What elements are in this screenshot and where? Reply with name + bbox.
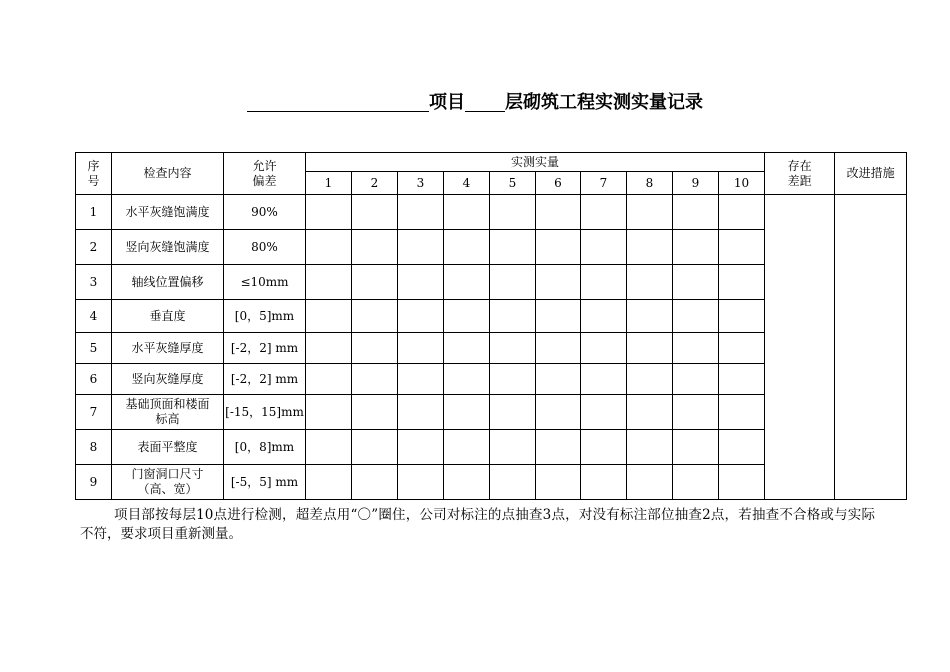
measure-cell — [490, 465, 536, 500]
check-item: 竖向灰缝饱满度 — [112, 230, 224, 265]
header-item: 检查内容 — [112, 153, 224, 195]
measure-cell — [444, 364, 490, 395]
row-number: 3 — [76, 265, 112, 300]
measure-col-header: 7 — [581, 172, 627, 195]
measure-cell — [581, 230, 627, 265]
measure-col-header: 10 — [719, 172, 765, 195]
measure-col-header: 8 — [627, 172, 673, 195]
check-item: 轴线位置偏移 — [112, 265, 224, 300]
measure-cell — [581, 430, 627, 465]
measure-cell — [352, 300, 398, 333]
measure-cell — [536, 333, 581, 364]
measure-cell — [444, 230, 490, 265]
measure-cell — [627, 195, 673, 230]
allowable-deviation: ≤10mm — [224, 265, 306, 300]
measure-cell — [673, 265, 719, 300]
measure-cell — [536, 395, 581, 430]
measure-cell — [444, 333, 490, 364]
measure-cell — [444, 195, 490, 230]
measure-cell — [673, 430, 719, 465]
allowable-deviation: [0，5]mm — [224, 300, 306, 333]
measure-cell — [398, 333, 444, 364]
document-title — [0, 88, 950, 114]
measure-col-header: 3 — [398, 172, 444, 195]
inspection-note: 项目部按每层10点进行检测，超差点用“〇”圈住，公司对标注的点抽查3点，对没有标注部位抽查2点，若抽查不合格或与实际不符，要求项目重新测量。 — [80, 507, 875, 542]
measure-cell — [536, 230, 581, 265]
measure-cell — [306, 465, 352, 500]
measure-cell — [719, 230, 765, 265]
measure-col-header: 5 — [490, 172, 536, 195]
measure-cell — [673, 333, 719, 364]
measure-cell — [490, 395, 536, 430]
measure-cell — [398, 395, 444, 430]
measurement-record-table — [75, 152, 907, 500]
improvement-cell — [835, 195, 907, 500]
measure-cell — [673, 195, 719, 230]
measure-cell — [719, 395, 765, 430]
measure-cell — [719, 465, 765, 500]
measure-cell — [581, 195, 627, 230]
allowable-deviation: [-2，2] mm — [224, 364, 306, 395]
measure-cell — [398, 430, 444, 465]
check-item: 竖向灰缝厚度 — [112, 364, 224, 395]
check-item: 基础顶面和楼面标高 — [112, 395, 224, 430]
measure-cell — [719, 195, 765, 230]
measure-cell — [398, 195, 444, 230]
allowable-deviation: [-2，2] mm — [224, 333, 306, 364]
check-item: 表面平整度 — [112, 430, 224, 465]
measure-cell — [490, 300, 536, 333]
title-project-word: 项目 — [429, 92, 465, 113]
measure-cell — [398, 364, 444, 395]
measure-cell — [719, 300, 765, 333]
measure-cell — [627, 300, 673, 333]
measure-cell — [673, 395, 719, 430]
measure-col-header: 2 — [352, 172, 398, 195]
header-gap: 存在差距 — [765, 153, 835, 195]
measure-cell — [581, 300, 627, 333]
row-number: 4 — [76, 300, 112, 333]
measure-cell — [398, 465, 444, 500]
measure-cell — [673, 300, 719, 333]
row-number: 7 — [76, 395, 112, 430]
measure-cell — [352, 265, 398, 300]
row-number: 8 — [76, 430, 112, 465]
measure-cell — [719, 265, 765, 300]
measure-cell — [627, 465, 673, 500]
measure-cell — [719, 333, 765, 364]
measure-cell — [490, 265, 536, 300]
measure-cell — [352, 230, 398, 265]
check-item: 水平灰缝厚度 — [112, 333, 224, 364]
measure-cell — [352, 195, 398, 230]
title-main: 层砌筑工程实测实量记录 — [505, 92, 703, 113]
header-measured: 实测实量 — [306, 153, 765, 172]
measure-cell — [627, 430, 673, 465]
measure-cell — [627, 364, 673, 395]
measure-cell — [581, 265, 627, 300]
measure-cell — [398, 230, 444, 265]
project-name-blank — [247, 93, 429, 112]
measure-cell — [536, 364, 581, 395]
measure-cell — [627, 265, 673, 300]
row-number: 6 — [76, 364, 112, 395]
measure-cell — [490, 364, 536, 395]
measure-col-header: 9 — [673, 172, 719, 195]
measure-col-header: 4 — [444, 172, 490, 195]
measure-col-header: 6 — [536, 172, 581, 195]
table-row — [76, 195, 907, 230]
measure-cell — [627, 230, 673, 265]
measure-cell — [352, 333, 398, 364]
measure-cell — [490, 195, 536, 230]
allowable-deviation: [-15，15]mm — [224, 395, 306, 430]
measure-col-header: 1 — [306, 172, 352, 195]
check-item: 垂直度 — [112, 300, 224, 333]
measure-cell — [398, 300, 444, 333]
header-improvement: 改进措施 — [835, 153, 907, 195]
measure-cell — [444, 465, 490, 500]
header-allowable-deviation: 允许偏差 — [224, 153, 306, 195]
allowable-deviation: 90% — [224, 195, 306, 230]
measure-cell — [581, 364, 627, 395]
measure-cell — [306, 333, 352, 364]
allowable-deviation: [-5，5] mm — [224, 465, 306, 500]
gap-cell — [765, 195, 835, 500]
measure-cell — [490, 430, 536, 465]
measure-cell — [398, 265, 444, 300]
row-number: 5 — [76, 333, 112, 364]
row-number: 9 — [76, 465, 112, 500]
measure-cell — [581, 395, 627, 430]
measure-cell — [536, 465, 581, 500]
measure-cell — [444, 265, 490, 300]
measure-cell — [536, 195, 581, 230]
measure-cell — [627, 333, 673, 364]
row-number: 1 — [76, 195, 112, 230]
measure-cell — [536, 300, 581, 333]
measure-cell — [352, 430, 398, 465]
measure-cell — [306, 300, 352, 333]
measure-cell — [352, 364, 398, 395]
measure-cell — [536, 430, 581, 465]
measure-cell — [490, 230, 536, 265]
measure-cell — [306, 230, 352, 265]
measure-cell — [719, 430, 765, 465]
measure-cell — [581, 333, 627, 364]
floor-number-blank — [465, 93, 505, 112]
header-seq: 序号 — [76, 153, 112, 195]
measure-cell — [673, 465, 719, 500]
measure-cell — [444, 395, 490, 430]
measure-cell — [306, 265, 352, 300]
measure-cell — [352, 395, 398, 430]
measure-cell — [306, 395, 352, 430]
measure-cell — [536, 265, 581, 300]
measure-cell — [306, 430, 352, 465]
measure-cell — [444, 430, 490, 465]
row-number: 2 — [76, 230, 112, 265]
measure-cell — [627, 395, 673, 430]
measure-cell — [673, 364, 719, 395]
measure-cell — [490, 333, 536, 364]
measure-cell — [444, 300, 490, 333]
measure-cell — [719, 364, 765, 395]
measure-cell — [673, 230, 719, 265]
allowable-deviation: [0，8]mm — [224, 430, 306, 465]
measure-cell — [306, 195, 352, 230]
check-item: 水平灰缝饱满度 — [112, 195, 224, 230]
measure-cell — [581, 465, 627, 500]
measure-cell — [306, 364, 352, 395]
check-item: 门窗洞口尺寸（高、宽） — [112, 465, 224, 500]
measure-cell — [352, 465, 398, 500]
allowable-deviation: 80% — [224, 230, 306, 265]
